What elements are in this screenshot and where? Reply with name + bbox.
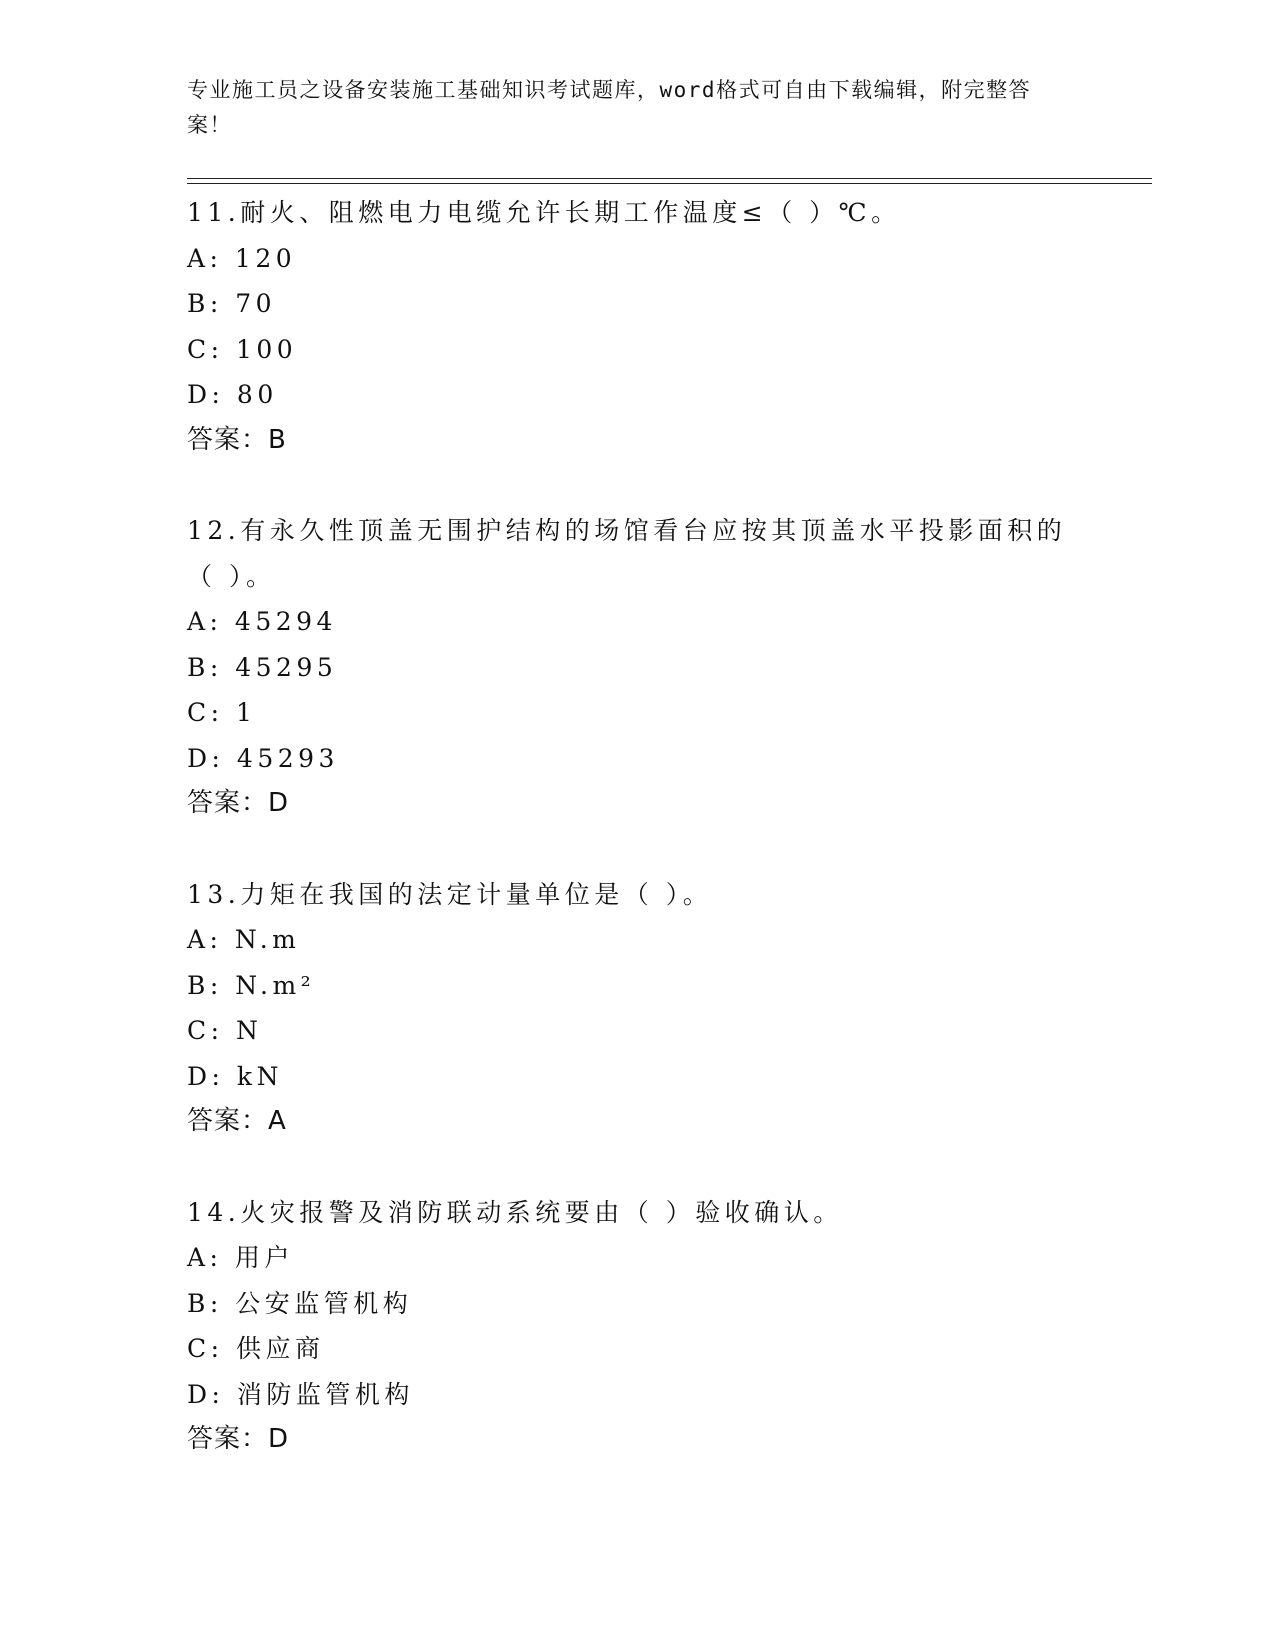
question-stem: 13.力矩在我国的法定计量单位是（ ）。: [187, 879, 713, 909]
answer-label: 答案：B: [187, 424, 287, 455]
option-a: A: 120: [187, 243, 297, 273]
question-stem: 12.有永久性顶盖无围护结构的场馆看台应按其顶盖水平投影面积的（ ）。: [187, 516, 1067, 591]
option-b: B: N.m²: [187, 970, 316, 1000]
option-b: B: 45295: [187, 652, 338, 682]
question-stem: 14.火灾报警及消防联动系统要由（ ）验收确认。: [187, 1197, 843, 1227]
answer-label: 答案：A: [187, 1106, 287, 1136]
document-header: 专业施工员之设备安装施工基础知识考试题库，word格式可自由下载编辑，附完整答案！: [187, 78, 1032, 137]
option-b: B: 70: [187, 289, 277, 318]
question-13: [187, 872, 1087, 1145]
question-11: [187, 190, 1087, 463]
header-divider-bottom: [187, 183, 1152, 184]
question-14: [187, 1190, 1087, 1463]
option-c: C: 100: [187, 334, 298, 364]
option-a: A: 用户: [187, 1243, 294, 1272]
option-c: C: 供应商: [187, 1334, 325, 1363]
option-c: C: N: [187, 1016, 263, 1045]
option-d: D: 45293: [187, 743, 339, 773]
question-stem: 11.耐火、阻燃电力电缆允许长期工作温度≤（ ）℃。: [187, 198, 901, 227]
answer-label: 答案：D: [187, 788, 290, 818]
question-list: [187, 190, 1087, 1508]
option-d: D: 80: [187, 380, 278, 409]
option-d: D: 消防监管机构: [187, 1379, 414, 1409]
option-d: D: kN: [187, 1061, 283, 1091]
answer-label: 答案：D: [187, 1424, 290, 1454]
header-divider-top: [187, 178, 1152, 179]
option-a: A: 45294: [187, 607, 337, 636]
option-c: C: 1: [187, 698, 257, 727]
option-a: A: N.m: [187, 925, 301, 954]
option-b: B: 公安监管机构: [187, 1288, 413, 1318]
question-12: [187, 508, 1087, 827]
